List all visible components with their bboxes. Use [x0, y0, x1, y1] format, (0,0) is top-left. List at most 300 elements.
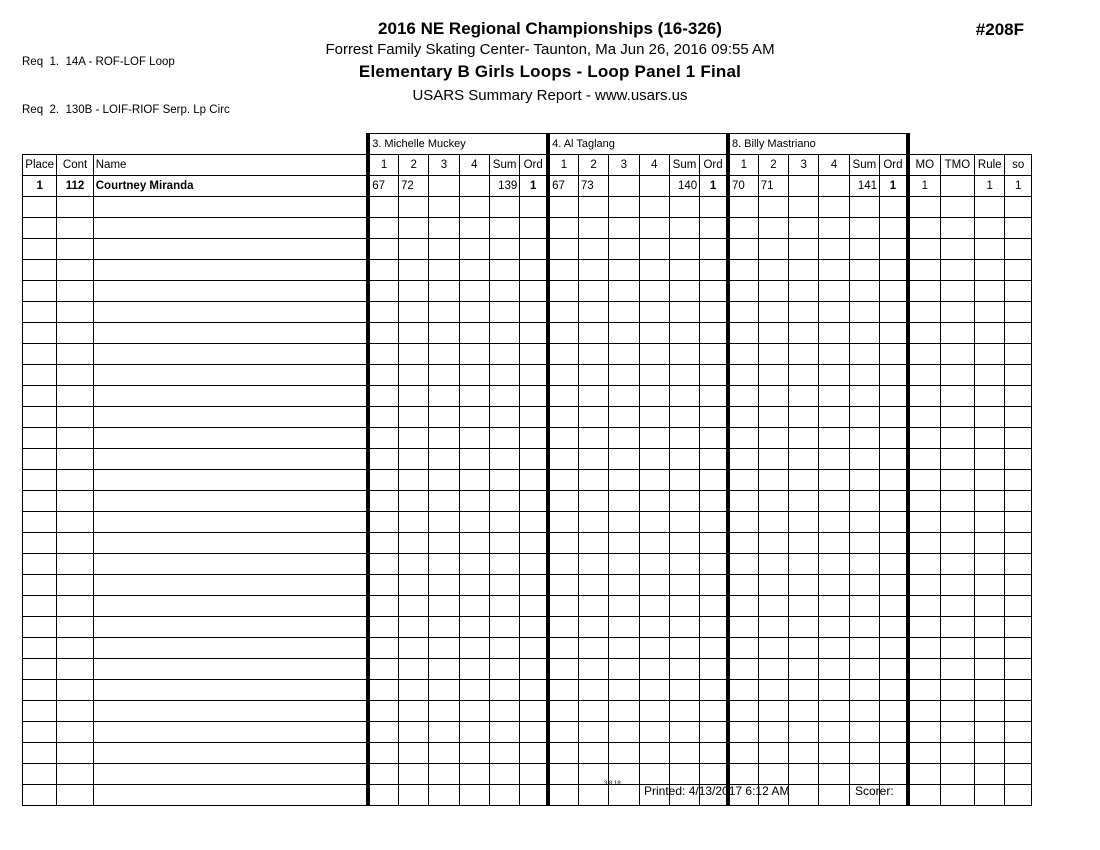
table-row-empty[interactable]	[23, 596, 1032, 617]
cell-j1-s1	[368, 554, 398, 575]
cell-j2-s3	[609, 533, 639, 554]
cell-mo	[908, 218, 940, 239]
cell-j2-s2	[578, 659, 608, 680]
cell-rule	[975, 449, 1005, 470]
cell-tmo	[940, 428, 974, 449]
table-row-empty[interactable]	[23, 554, 1032, 575]
col-header-mo: MO	[908, 155, 940, 176]
cell-j2-s3	[609, 428, 639, 449]
cell-j1-sum	[489, 323, 519, 344]
cell-j1-s1	[368, 491, 398, 512]
cell-j1-s2	[399, 680, 429, 701]
cell-place	[23, 680, 57, 701]
cell-so	[1005, 785, 1032, 806]
cell-rule	[975, 575, 1005, 596]
col-header-j2-s3: 3	[609, 155, 639, 176]
cell-j2-s4	[639, 680, 669, 701]
cell-j2-sum	[669, 512, 699, 533]
cell-j1-s1	[368, 323, 398, 344]
col-header-j1-s2: 2	[399, 155, 429, 176]
table-row-empty[interactable]	[23, 638, 1032, 659]
cell-j1-s3	[429, 239, 459, 260]
cell-j2-s2	[578, 428, 608, 449]
cell-j1-s2	[399, 260, 429, 281]
table-row-empty[interactable]	[23, 428, 1032, 449]
table-row-empty[interactable]	[23, 344, 1032, 365]
cell-j1-s1: 67	[368, 176, 398, 197]
cell-j3-sum	[849, 449, 879, 470]
cell-j1-s2	[399, 617, 429, 638]
cell-j3-s2	[758, 533, 788, 554]
cell-j1-sum	[489, 407, 519, 428]
cell-name	[93, 449, 368, 470]
cell-j1-s2	[399, 743, 429, 764]
cell-j3-sum	[849, 260, 879, 281]
col-header-j2-ord: Ord	[700, 155, 728, 176]
table-row-empty[interactable]	[23, 239, 1032, 260]
cell-rule	[975, 659, 1005, 680]
cell-j1-s3	[429, 554, 459, 575]
cell-j1-ord	[520, 554, 548, 575]
cell-j2-s3	[609, 512, 639, 533]
cell-j3-s1	[728, 596, 758, 617]
cell-j3-ord	[880, 743, 908, 764]
cell-place	[23, 260, 57, 281]
cell-j1-s3	[429, 596, 459, 617]
cell-mo	[908, 785, 940, 806]
table-row-empty[interactable]	[23, 533, 1032, 554]
cell-j3-s1	[728, 701, 758, 722]
cell-so	[1005, 659, 1032, 680]
cell-j2-s4	[639, 344, 669, 365]
cell-j3-s4	[819, 596, 849, 617]
table-row-empty[interactable]	[23, 281, 1032, 302]
cell-j3-s3	[789, 596, 819, 617]
cell-place	[23, 743, 57, 764]
cell-j1-ord	[520, 596, 548, 617]
cell-so	[1005, 554, 1032, 575]
cell-j3-s1	[728, 470, 758, 491]
cell-so	[1005, 197, 1032, 218]
cell-j3-sum	[849, 764, 879, 785]
cell-j2-s1	[548, 743, 578, 764]
cell-mo	[908, 239, 940, 260]
cell-j3-s2	[758, 365, 788, 386]
table-row-empty[interactable]	[23, 260, 1032, 281]
cell-so	[1005, 743, 1032, 764]
cell-j1-s3	[429, 218, 459, 239]
cell-j1-s1	[368, 512, 398, 533]
table-row-empty[interactable]	[23, 470, 1032, 491]
cell-j3-ord	[880, 428, 908, 449]
cell-j3-s4	[819, 491, 849, 512]
cell-rule	[975, 764, 1005, 785]
cell-j1-ord	[520, 449, 548, 470]
cell-place: 1	[23, 176, 57, 197]
cell-j2-s2	[578, 281, 608, 302]
cell-j3-s3	[789, 575, 819, 596]
cell-j3-s1	[728, 344, 758, 365]
cell-j1-s3	[429, 344, 459, 365]
col-header-j2-sum: Sum	[669, 155, 699, 176]
cell-j2-s3	[609, 470, 639, 491]
cell-j1-s4	[459, 281, 489, 302]
table-row-empty[interactable]	[23, 407, 1032, 428]
cell-j1-s2	[399, 764, 429, 785]
cell-j2-s2: 73	[578, 176, 608, 197]
spacer-cell	[940, 134, 974, 155]
cell-j3-s1	[728, 428, 758, 449]
cell-name	[93, 659, 368, 680]
cell-j3-ord	[880, 239, 908, 260]
cell-tmo	[940, 701, 974, 722]
col-header-cont: Cont	[57, 155, 93, 176]
cell-j1-s3	[429, 281, 459, 302]
cell-cont	[57, 701, 93, 722]
cell-name	[93, 239, 368, 260]
cell-j2-s3	[609, 596, 639, 617]
cell-j3-sum	[849, 197, 879, 218]
cell-j2-ord	[700, 659, 728, 680]
cell-j1-sum	[489, 218, 519, 239]
cell-j3-s2	[758, 512, 788, 533]
cell-cont	[57, 512, 93, 533]
cell-name	[93, 680, 368, 701]
cell-j1-ord	[520, 218, 548, 239]
scorer-label: Scorer:	[855, 784, 894, 798]
cell-j1-sum	[489, 722, 519, 743]
cell-j2-sum	[669, 743, 699, 764]
cell-name	[93, 764, 368, 785]
cell-name	[93, 722, 368, 743]
table-row-empty[interactable]	[23, 743, 1032, 764]
cell-j1-s4	[459, 554, 489, 575]
cell-j3-s2	[758, 323, 788, 344]
cell-j2-s1	[548, 785, 578, 806]
cell-j2-s3	[609, 260, 639, 281]
cell-j3-sum	[849, 218, 879, 239]
cell-name	[93, 470, 368, 491]
cell-j3-sum	[849, 365, 879, 386]
col-header-j3-s4: 4	[819, 155, 849, 176]
cell-j2-sum	[669, 302, 699, 323]
cell-j2-ord	[700, 260, 728, 281]
cell-j2-s3	[609, 176, 639, 197]
cell-j3-s3	[789, 197, 819, 218]
cell-j3-s2	[758, 722, 788, 743]
cell-j3-s1	[728, 722, 758, 743]
venue-line: Forrest Family Skating Center- Taunton, Ma Jun 26, 2016 09:55 AM	[325, 41, 775, 58]
cell-j3-s1	[728, 554, 758, 575]
cell-place	[23, 323, 57, 344]
cell-mo	[908, 617, 940, 638]
cell-j2-s3	[609, 680, 639, 701]
cell-j3-s4	[819, 743, 849, 764]
cell-j2-sum	[669, 323, 699, 344]
cell-j3-s3	[789, 218, 819, 239]
table-row-empty[interactable]	[23, 512, 1032, 533]
table-row-empty[interactable]	[23, 680, 1032, 701]
cell-j1-sum	[489, 470, 519, 491]
cell-j3-s3	[789, 554, 819, 575]
col-header-name: Name	[93, 155, 368, 176]
table-row-empty[interactable]	[23, 323, 1032, 344]
cell-j3-s1	[728, 260, 758, 281]
cell-j2-s4	[639, 197, 669, 218]
cell-j3-ord: 1	[880, 176, 908, 197]
col-header-tmo: TMO	[940, 155, 974, 176]
cell-j2-s2	[578, 386, 608, 407]
cell-j2-sum	[669, 722, 699, 743]
cell-place	[23, 764, 57, 785]
cell-j2-s4	[639, 281, 669, 302]
cell-j3-s4	[819, 239, 849, 260]
cell-mo	[908, 323, 940, 344]
cell-so	[1005, 701, 1032, 722]
cell-cont: 112	[57, 176, 93, 197]
cell-j3-s2	[758, 596, 788, 617]
cell-cont	[57, 470, 93, 491]
cell-j2-s4	[639, 659, 669, 680]
cell-j3-ord	[880, 575, 908, 596]
cell-j2-ord	[700, 638, 728, 659]
col-header-j1-s1: 1	[368, 155, 398, 176]
cell-mo	[908, 491, 940, 512]
table-row-empty[interactable]	[23, 365, 1032, 386]
cell-j2-sum	[669, 218, 699, 239]
cell-j3-s2	[758, 491, 788, 512]
cell-j2-s2	[578, 575, 608, 596]
column-header-row	[23, 155, 1032, 176]
cell-place	[23, 197, 57, 218]
cell-j2-s3	[609, 407, 639, 428]
cell-j3-s4	[819, 344, 849, 365]
cell-j3-s4	[819, 386, 849, 407]
cell-j3-s3	[789, 659, 819, 680]
cell-j2-s4	[639, 701, 669, 722]
cell-j3-s3	[789, 512, 819, 533]
cell-rule	[975, 722, 1005, 743]
col-header-j3-s1: 1	[728, 155, 758, 176]
cell-j2-ord	[700, 239, 728, 260]
cell-j2-ord	[700, 701, 728, 722]
cell-j2-sum	[669, 470, 699, 491]
cell-j1-sum	[489, 512, 519, 533]
col-header-j2-s2: 2	[578, 155, 608, 176]
cell-j1-ord	[520, 281, 548, 302]
cell-j1-sum	[489, 785, 519, 806]
report-subtitle: USARS Summary Report - www.usars.us	[412, 87, 688, 104]
cell-j3-sum	[849, 239, 879, 260]
table-row-empty[interactable]	[23, 449, 1032, 470]
table-row-empty[interactable]	[23, 764, 1032, 785]
cell-j1-s3	[429, 302, 459, 323]
cell-j3-s4	[819, 575, 849, 596]
cell-j1-ord	[520, 470, 548, 491]
cell-j3-sum	[849, 596, 879, 617]
cell-j1-s1	[368, 365, 398, 386]
table-row-empty[interactable]	[23, 659, 1032, 680]
cell-j1-sum	[489, 701, 519, 722]
cell-rule	[975, 386, 1005, 407]
cell-j3-sum	[849, 512, 879, 533]
cell-j3-s2	[758, 743, 788, 764]
cell-mo	[908, 722, 940, 743]
table-row-empty[interactable]	[23, 218, 1032, 239]
cell-place	[23, 365, 57, 386]
cell-j2-s1	[548, 680, 578, 701]
cell-j1-s4	[459, 323, 489, 344]
cell-j3-ord	[880, 554, 908, 575]
cell-j1-s3	[429, 323, 459, 344]
table-row-empty[interactable]	[23, 491, 1032, 512]
cell-j1-s2	[399, 197, 429, 218]
cell-j2-s1	[548, 365, 578, 386]
cell-j1-ord	[520, 344, 548, 365]
cell-j3-s2: 71	[758, 176, 788, 197]
cell-j3-sum	[849, 344, 879, 365]
cell-j1-s4	[459, 701, 489, 722]
cell-j2-ord	[700, 386, 728, 407]
cell-j1-ord	[520, 260, 548, 281]
col-header-j2-s4: 4	[639, 155, 669, 176]
cell-j1-s1	[368, 260, 398, 281]
cell-j3-s1	[728, 659, 758, 680]
cell-j3-ord	[880, 722, 908, 743]
cell-j2-sum	[669, 386, 699, 407]
cell-j2-ord	[700, 722, 728, 743]
cell-cont	[57, 344, 93, 365]
cell-j3-sum	[849, 722, 879, 743]
table-row-empty[interactable]	[23, 575, 1032, 596]
cell-j1-ord	[520, 386, 548, 407]
cell-j2-s3	[609, 302, 639, 323]
cell-j1-s1	[368, 638, 398, 659]
cell-place	[23, 785, 57, 806]
cell-j1-ord	[520, 365, 548, 386]
cell-j2-s3	[609, 554, 639, 575]
cell-j3-s2	[758, 344, 788, 365]
cell-j1-s4	[459, 428, 489, 449]
spacer-cell	[975, 134, 1005, 155]
cell-j1-s3	[429, 407, 459, 428]
cell-j3-s1	[728, 323, 758, 344]
cell-j2-s1	[548, 386, 578, 407]
cell-j1-s2	[399, 218, 429, 239]
cell-cont	[57, 638, 93, 659]
cell-j2-s1	[548, 218, 578, 239]
cell-j2-s1	[548, 575, 578, 596]
cell-j1-s3	[429, 785, 459, 806]
cell-j2-s4	[639, 722, 669, 743]
cell-j3-s3	[789, 470, 819, 491]
table-row[interactable]	[23, 176, 1032, 197]
table-row-empty[interactable]	[23, 386, 1032, 407]
cell-j2-s2	[578, 197, 608, 218]
cell-name	[93, 281, 368, 302]
table-row-empty[interactable]	[23, 722, 1032, 743]
cell-cont	[57, 575, 93, 596]
cell-j1-sum	[489, 281, 519, 302]
cell-rule	[975, 344, 1005, 365]
cell-tmo	[940, 596, 974, 617]
cell-j3-s1: 70	[728, 176, 758, 197]
cell-j1-s3	[429, 512, 459, 533]
cell-name	[93, 638, 368, 659]
cell-j1-s1	[368, 218, 398, 239]
cell-j1-s3	[429, 638, 459, 659]
cell-j3-s1	[728, 533, 758, 554]
cell-j3-sum	[849, 428, 879, 449]
cell-cont	[57, 197, 93, 218]
cell-rule	[975, 533, 1005, 554]
cell-j3-sum	[849, 554, 879, 575]
cell-so	[1005, 491, 1032, 512]
cell-name	[93, 743, 368, 764]
cell-name	[93, 785, 368, 806]
cell-j1-s2	[399, 554, 429, 575]
cell-so: 1	[1005, 176, 1032, 197]
cell-tmo	[940, 344, 974, 365]
cell-cont	[57, 680, 93, 701]
cell-j3-s2	[758, 617, 788, 638]
cell-mo	[908, 407, 940, 428]
table-row-empty[interactable]	[23, 701, 1032, 722]
cell-j1-s2: 72	[399, 176, 429, 197]
cell-j2-ord	[700, 197, 728, 218]
cell-cont	[57, 386, 93, 407]
cell-mo	[908, 449, 940, 470]
table-row-empty[interactable]	[23, 197, 1032, 218]
cell-j3-sum	[849, 407, 879, 428]
cell-j3-s1	[728, 680, 758, 701]
cell-j2-s2	[578, 218, 608, 239]
cell-j3-s1	[728, 638, 758, 659]
cell-j2-s1	[548, 617, 578, 638]
cell-mo	[908, 575, 940, 596]
cell-j1-s3	[429, 575, 459, 596]
cell-j1-s4	[459, 239, 489, 260]
cell-j2-s4	[639, 512, 669, 533]
cell-name	[93, 407, 368, 428]
cell-name	[93, 218, 368, 239]
table-row-empty[interactable]	[23, 617, 1032, 638]
cell-tmo	[940, 176, 974, 197]
cell-name: Courtney Miranda	[93, 176, 368, 197]
cell-j3-ord	[880, 491, 908, 512]
cell-j1-s4	[459, 638, 489, 659]
cell-j2-ord	[700, 344, 728, 365]
table-row-empty[interactable]	[23, 302, 1032, 323]
cell-j3-s2	[758, 638, 788, 659]
cell-mo: 1	[908, 176, 940, 197]
cell-j2-s1	[548, 701, 578, 722]
cell-place	[23, 491, 57, 512]
cell-j2-ord	[700, 323, 728, 344]
cell-cont	[57, 239, 93, 260]
cell-cont	[57, 533, 93, 554]
cell-j1-s4	[459, 659, 489, 680]
cell-tmo	[940, 407, 974, 428]
cell-j1-sum	[489, 596, 519, 617]
cell-j2-sum	[669, 344, 699, 365]
cell-j2-ord	[700, 743, 728, 764]
cell-tmo	[940, 638, 974, 659]
cell-rule	[975, 365, 1005, 386]
cell-j1-s3	[429, 449, 459, 470]
cell-rule	[975, 701, 1005, 722]
cell-place	[23, 344, 57, 365]
